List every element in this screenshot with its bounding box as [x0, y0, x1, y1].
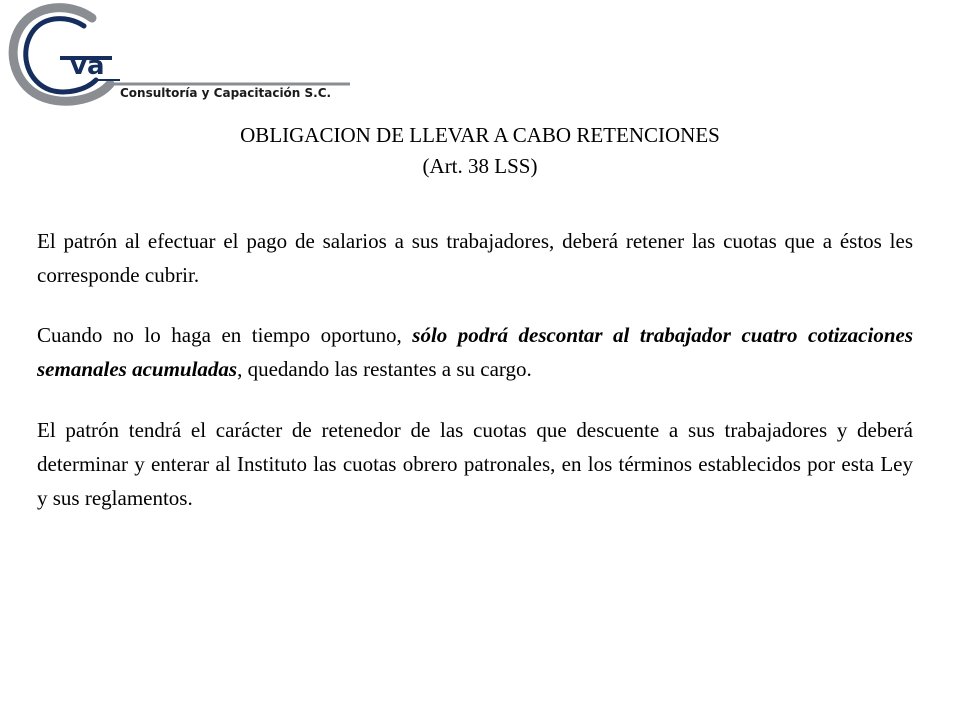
gva-logo-mark	[0, 0, 360, 120]
paragraph-1: El patrón al efectuar el pago de salarios a sus trabajadores, deberá retener las cuotas que a éstos les corresponde cubrir.	[37, 229, 913, 287]
company-logo	[0, 0, 360, 120]
paragraph-2-start: Cuando no lo haga en tiempo oportuno,	[37, 323, 413, 347]
paragraph-2	[37, 318, 913, 386]
paragraph-2-end: , quedando las restantes a su cargo.	[237, 357, 532, 381]
page-title: OBLIGACION DE LLEVAR A CABO RETENCIONES	[240, 123, 720, 147]
paragraph-2-emphasis: sólo podrá descontar al trabajador cuatro cotizaciones semanales acumuladas	[37, 323, 913, 381]
svg-text:va: va	[70, 51, 105, 81]
page-subtitle: (Art. 38 LSS)	[422, 154, 538, 178]
paragraph-3: El patrón tendrá el carácter de retenedor de las cuotas que descuente a sus trabajadores y deberá determinar y enterar al Instituto las cuotas obrero patronales, en los términos establecidos por esta Ley y sus reglamentos.	[37, 418, 913, 510]
company-name: Consultoría y Capacitación S.C.	[120, 86, 332, 100]
